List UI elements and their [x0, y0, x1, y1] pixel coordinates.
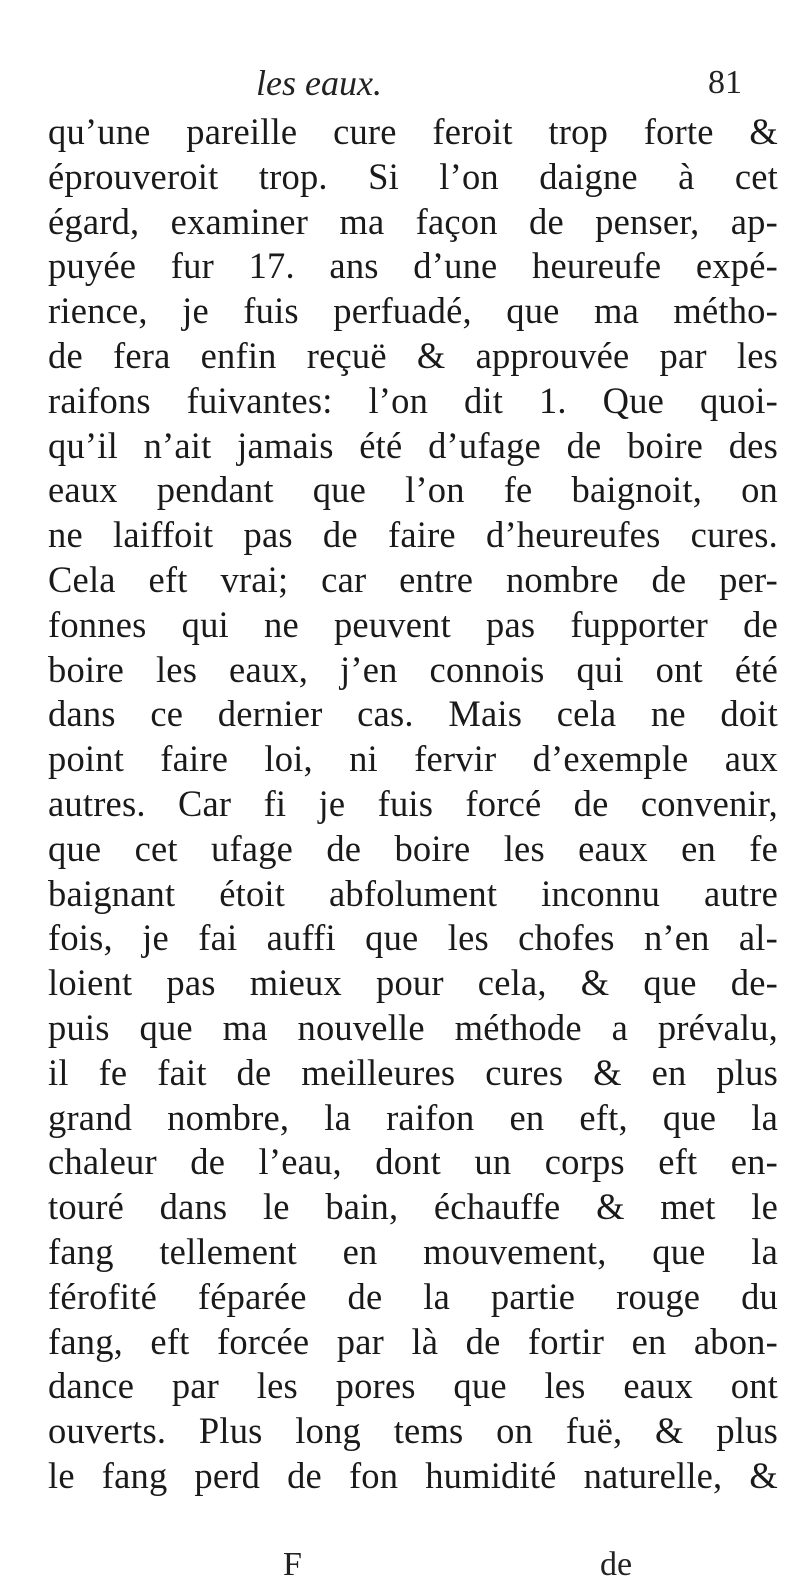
text-line: que cet ufage de boire les eaux en fe: [48, 827, 778, 869]
text-line: férofité féparée de la partie rouge du: [48, 1275, 778, 1317]
text-line: le fang perd de fon humidité naturelle, &: [48, 1454, 778, 1496]
text-line: point faire loi, ni fervir d’exemple aux: [48, 738, 778, 780]
text-line: fang tellement en mouvement, que la: [48, 1230, 778, 1272]
running-title: les eaux.: [256, 63, 382, 103]
text-line: chaleur de l’eau, dont un corps eft en-: [48, 1141, 778, 1183]
text-line: raifons fuivantes: l’on dit 1. Que quoi-: [48, 379, 778, 421]
text-line: rience, je fuis perfuadé, que ma métho-: [48, 290, 778, 332]
text-line: Cela eft vrai; car entre nombre de per-: [48, 558, 778, 600]
text-line: loient pas mieux pour cela, & que de-: [48, 962, 778, 1004]
text-line: puis que ma nouvelle méthode a prévalu,: [48, 1006, 778, 1048]
text-line: autres. Car fi je fuis forcé de convenir,: [48, 782, 778, 824]
text-line: baignant étoit abfolument inconnu autre: [48, 872, 778, 914]
signature-mark: F: [283, 1546, 302, 1583]
text-line: fang, eft forcée par là de fortir en abon-: [48, 1320, 778, 1362]
text-line: de fera enfin reçuë & approuvée par les: [48, 334, 778, 376]
text-line: ouverts. Plus long tems on fuë, & plus: [48, 1410, 778, 1452]
text-line: qu’une pareille cure feroit trop forte &: [48, 111, 778, 152]
page-number: 81: [708, 64, 742, 101]
page-footer: [0, 1546, 800, 1586]
text-line: grand nombre, la raifon en eft, que la: [48, 1096, 778, 1138]
text-line: dance par les pores que les eaux ont: [48, 1365, 778, 1407]
text-line: puyée fur 17. ans d’une heureufe expé-: [48, 245, 778, 287]
page-header: [0, 62, 800, 102]
text-line: fonnes qui ne peuvent pas fupporter de: [48, 603, 778, 645]
text-line: éprouveroit trop. Si l’on daigne à cet: [48, 155, 778, 197]
text-line: qu’il n’ait jamais été d’ufage de boire des: [48, 424, 778, 466]
text-line: égard, examiner ma façon de penser, ap-: [48, 200, 778, 242]
text-line: boire les eaux, j’en connois qui ont été: [48, 648, 778, 690]
text-line: touré dans le bain, échauffe & met le: [48, 1186, 778, 1228]
text-line: il fe fait de meilleures cures & en plus: [48, 1051, 778, 1093]
body-text: [48, 110, 778, 1499]
text-line: fois, je fai auffi que les chofes n’en al-: [48, 917, 778, 959]
text-line: ne laiffoit pas de faire d’heureufes cures.: [48, 514, 778, 556]
text-line: dans ce dernier cas. Mais cela ne doit: [48, 693, 778, 735]
text-line: eaux pendant que l’on fe baignoit, on: [48, 469, 778, 511]
catchword: de: [600, 1546, 633, 1583]
